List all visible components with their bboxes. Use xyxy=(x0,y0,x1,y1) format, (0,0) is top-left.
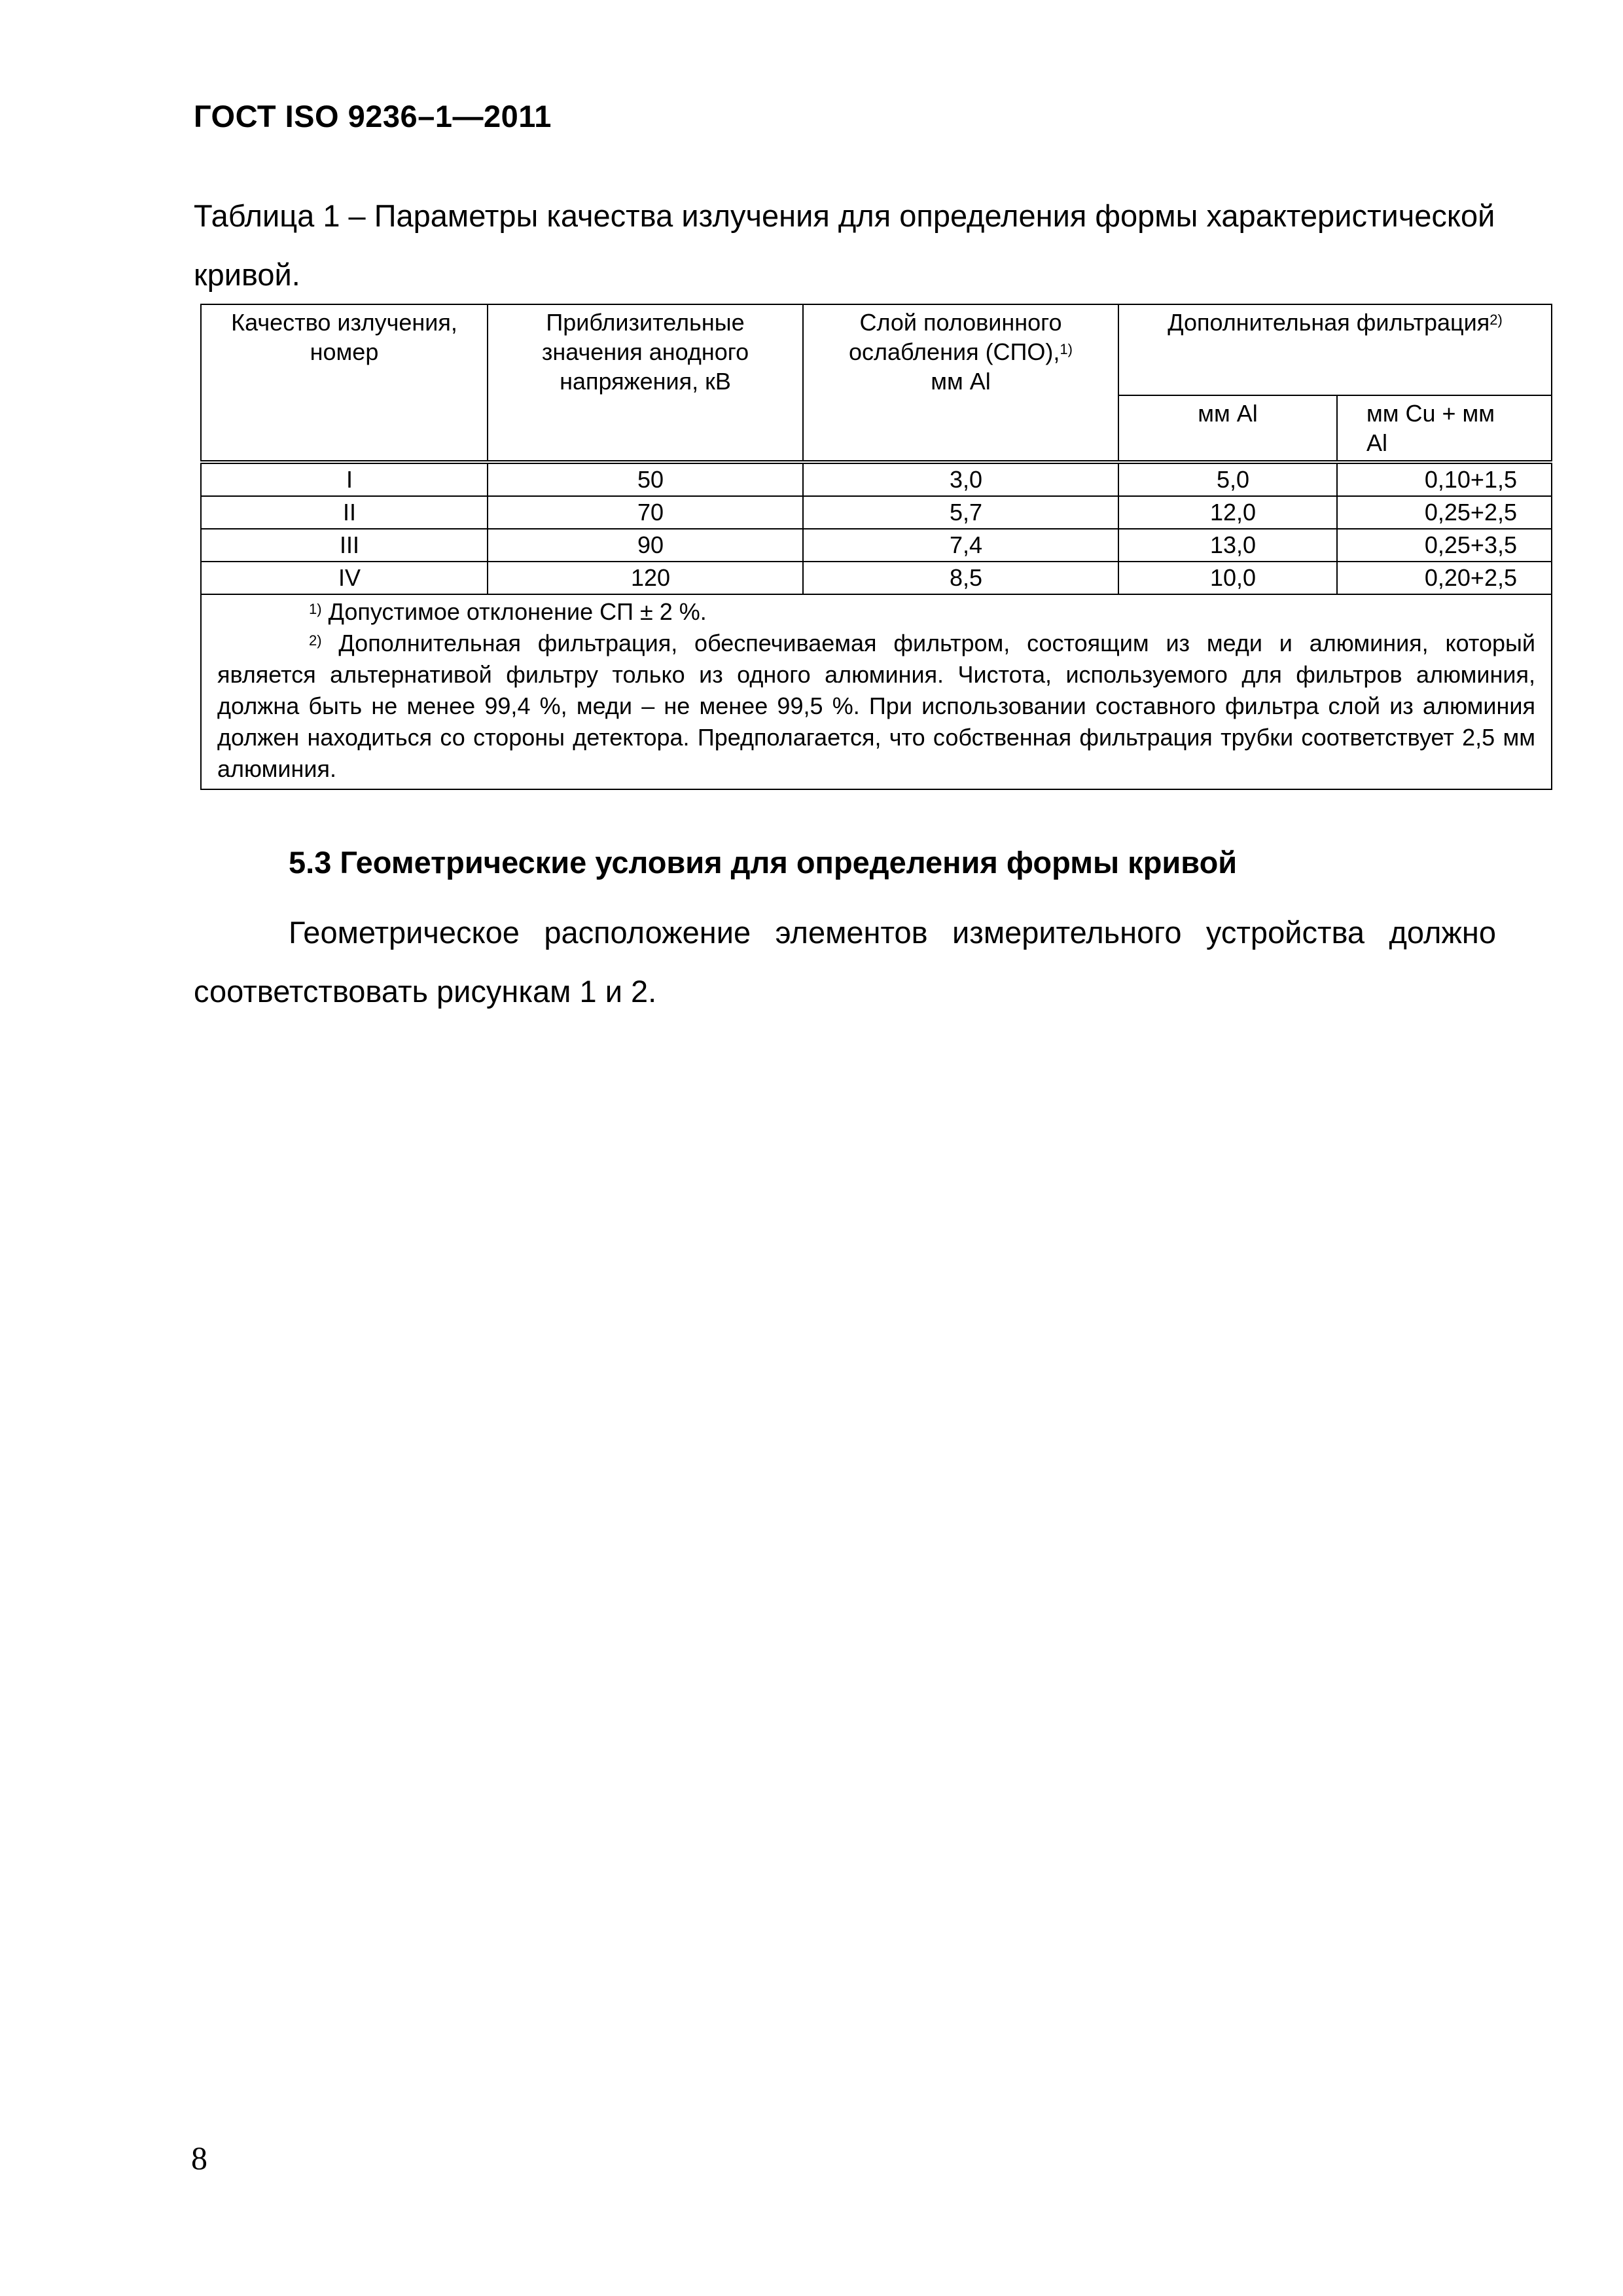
column-header-al: мм Al xyxy=(1118,395,1337,462)
column-header-filtration: Дополнительная фильтрация$^{2)}$ xyxy=(1118,304,1552,395)
footnote-mark: 1) xyxy=(309,601,322,617)
section-heading: 5.3 Геометрические условия для определения формы кривой xyxy=(289,845,1238,880)
cell-hvl: 8,5 xyxy=(803,562,1118,594)
page-number: 8 xyxy=(191,2140,207,2176)
table-note-2: $^{2)}$ Дополнительная фильтрация, обеспечиваемая фильтром, состоящим из меди и алюминия, который является альтернативой фильтру только из одного алюминия. Чистота, используемого для фильтров алюминия, должна быть не менее 99,4 %, меди – не менее 99,5 %. При использовании составного фильтра слой из алюминия должен находиться со стороны детектора. Предполагается, что собственная фильтрация трубки соответствует 2,5 мм алюминия. xyxy=(217,630,1535,782)
cell-quality: I xyxy=(201,462,488,496)
table-notes-row xyxy=(201,594,1552,789)
table-caption: Таблица 1 – Параметры качества излучения для определения формы характеристической кривой. xyxy=(194,198,1495,292)
radiation-quality-table xyxy=(200,304,1552,790)
cell-voltage: 90 xyxy=(488,529,803,562)
cell-voltage: 120 xyxy=(488,562,803,594)
column-header-voltage: Приблизительные значения анодного напряжения, кВ xyxy=(488,304,803,462)
cell-voltage: 70 xyxy=(488,496,803,529)
table-row xyxy=(201,562,1552,594)
footnote-mark: 1) xyxy=(1060,341,1073,357)
column-header-quality: Качество излучения, номер xyxy=(201,304,488,462)
cell-quality: IV xyxy=(201,562,488,594)
footnote-mark: 2) xyxy=(1489,312,1503,328)
cell-hvl: 7,4 xyxy=(803,529,1118,562)
cell-hvl: 3,0 xyxy=(803,462,1118,496)
cell-cu-al: 0,25+2,5 xyxy=(1337,496,1552,529)
table-row xyxy=(201,462,1552,496)
cell-quality: III xyxy=(201,529,488,562)
table-notes xyxy=(201,594,1552,789)
table-note-1: $^{1)}$ Допустимое отклонение СП ± 2 %. xyxy=(309,598,707,625)
footnote-mark: 2) xyxy=(309,632,322,649)
cell-quality: II xyxy=(201,496,488,529)
cell-hvl: 5,7 xyxy=(803,496,1118,529)
cell-al: 12,0 xyxy=(1118,496,1337,529)
cell-al: 5,0 xyxy=(1118,462,1337,496)
section-body: Геометрическое расположение элементов измерительного устройства должно соответствовать рисункам 1 и 2. xyxy=(194,915,1496,1009)
cell-al: 13,0 xyxy=(1118,529,1337,562)
table-header-row xyxy=(201,304,1552,395)
cell-cu-al: 0,10+1,5 xyxy=(1337,462,1552,496)
table-row xyxy=(201,529,1552,562)
table-row xyxy=(201,496,1552,529)
cell-voltage: 50 xyxy=(488,462,803,496)
column-header-cu-al: мм Cu + мм Al xyxy=(1337,395,1552,462)
document-code: ГОСТ ISO 9236–1—2011 xyxy=(194,99,552,134)
cell-cu-al: 0,25+3,5 xyxy=(1337,529,1552,562)
column-header-hvl: Слой половинного ослабления (СПО),$^{1)}$ мм Al xyxy=(803,304,1118,462)
cell-cu-al: 0,20+2,5 xyxy=(1337,562,1552,594)
cell-al: 10,0 xyxy=(1118,562,1337,594)
